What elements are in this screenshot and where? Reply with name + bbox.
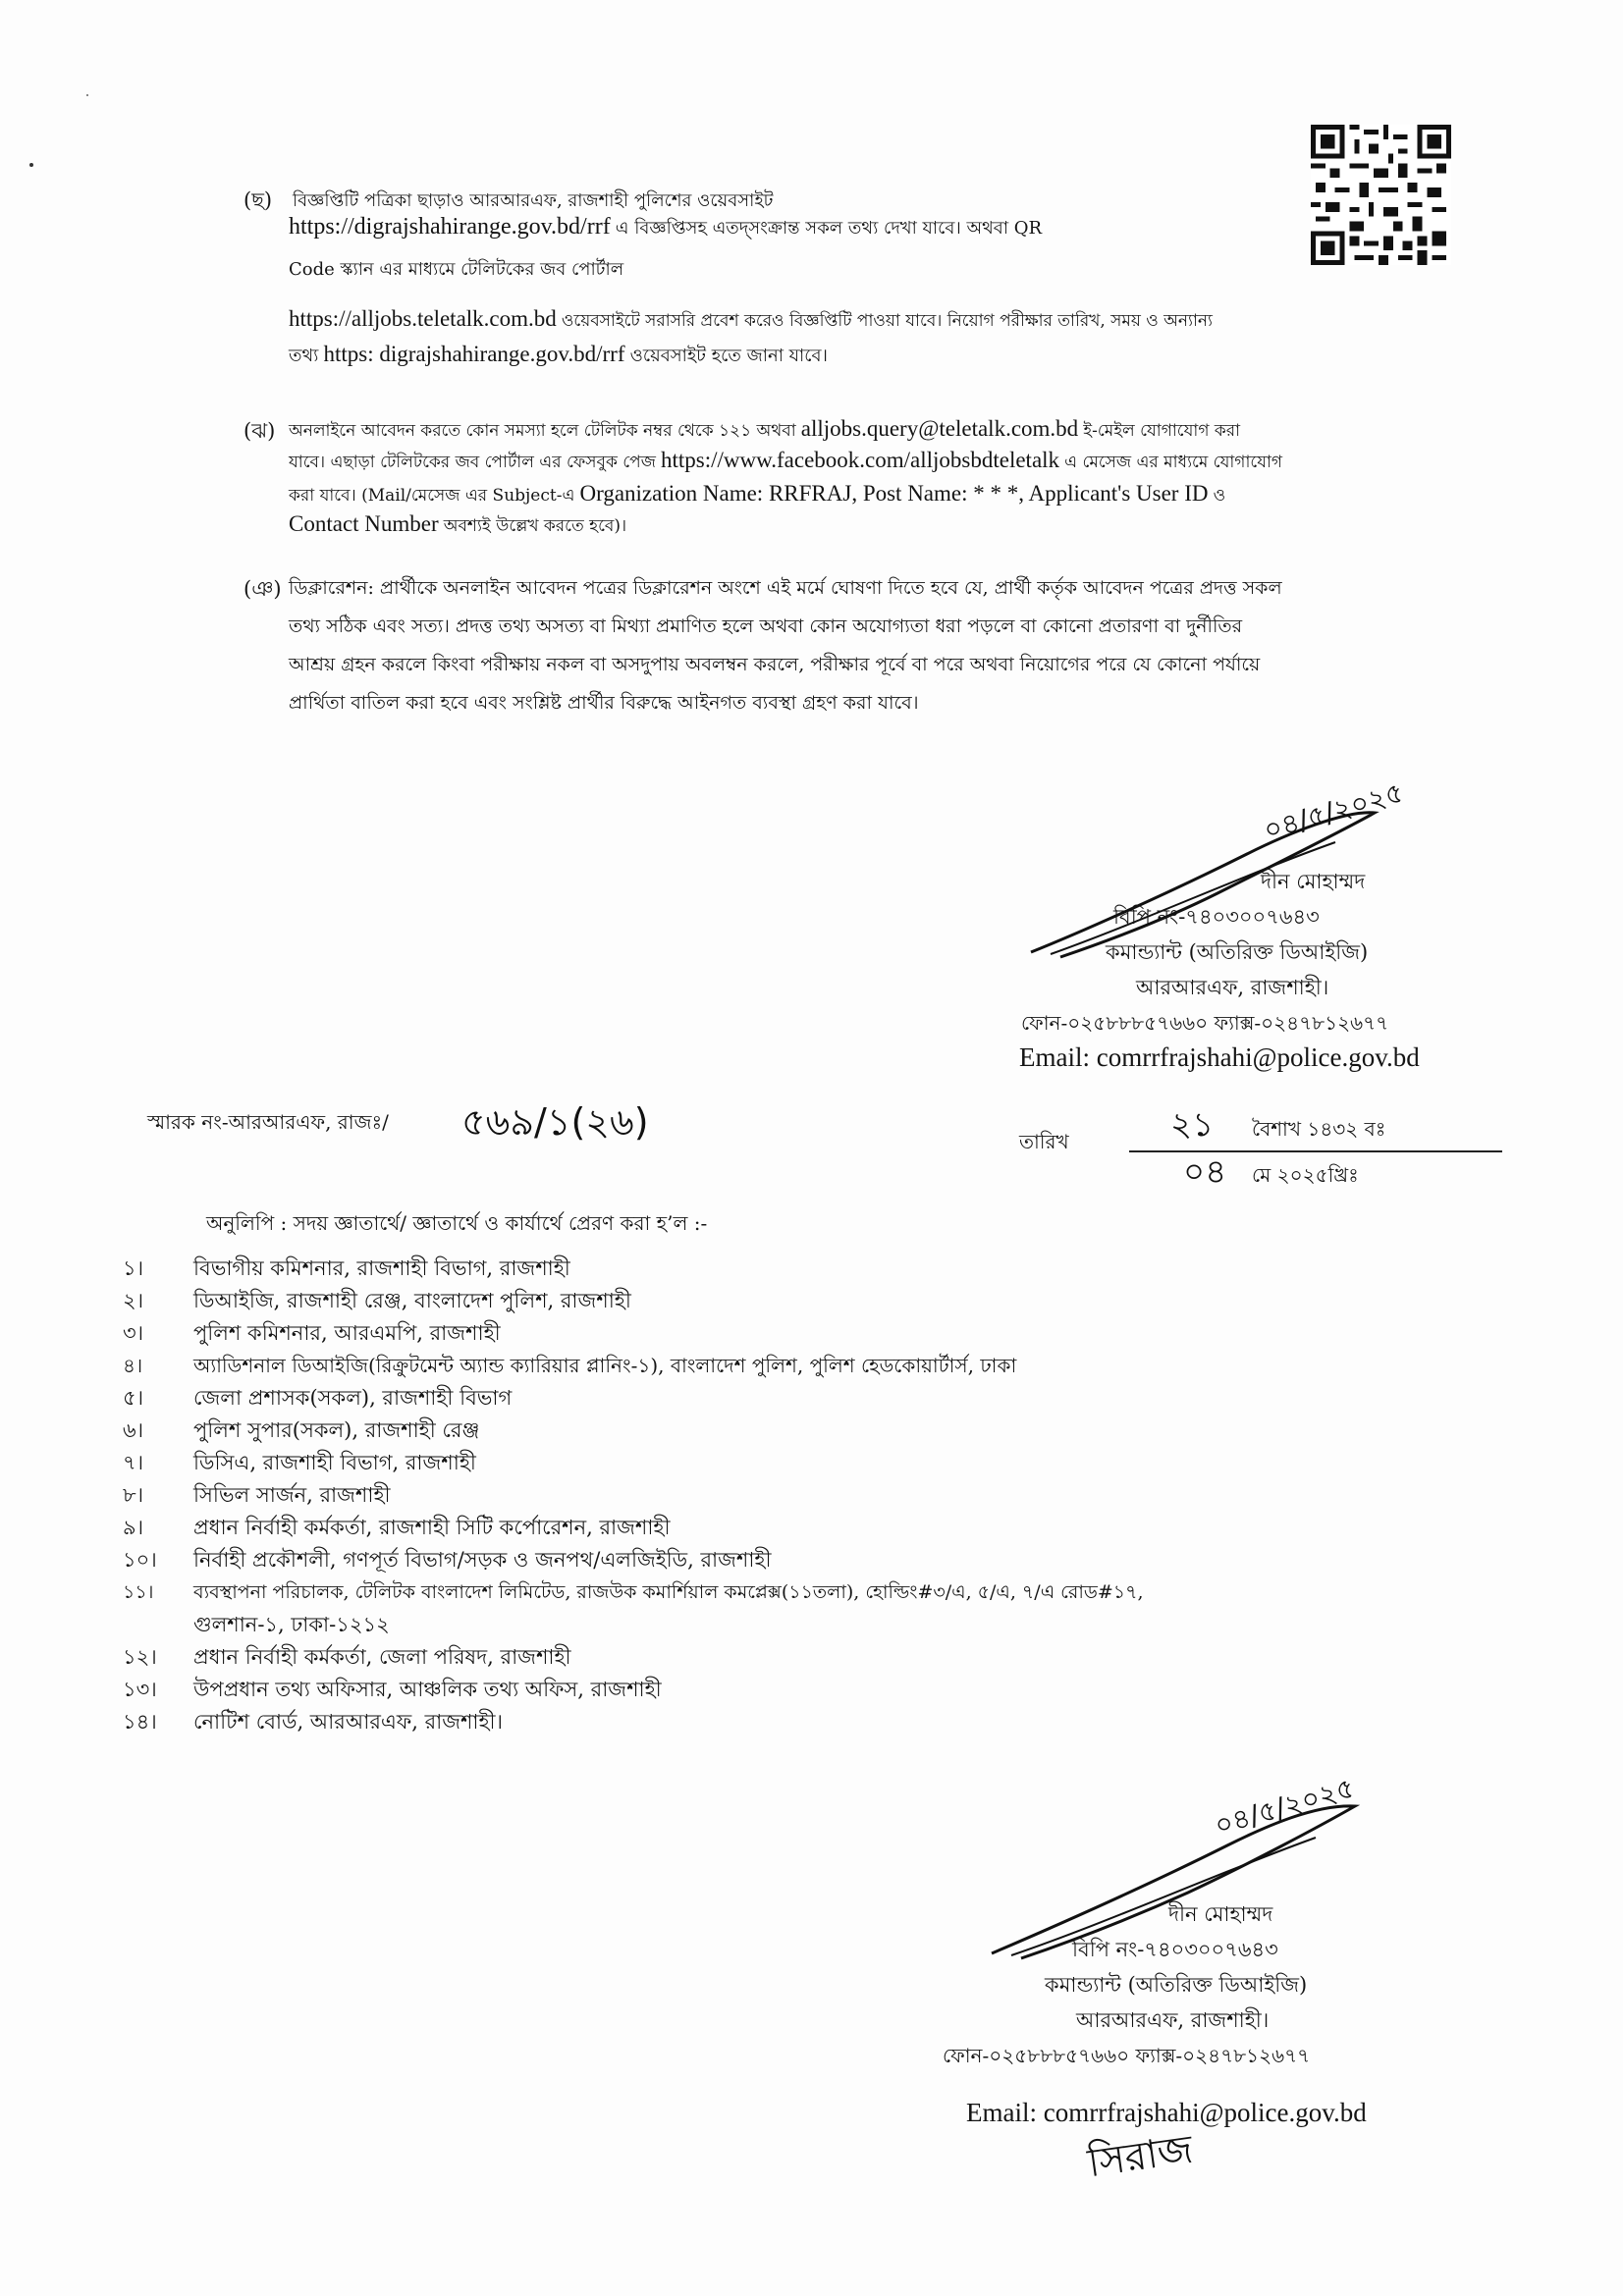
list-number: ৫। [123,1386,144,1410]
list-text: ডিআইজি, রাজশাহী রেঞ্জ, বাংলাদেশ পুলিশ, রাজশাহী [193,1289,631,1312]
list-item [123,1479,390,1511]
section-jha-line3-text: করা যাবে। (Mail/মেসেজ এর Subject-এ [289,486,575,506]
section-jha-line1 [289,416,1240,446]
list-text: জেলা প্রশাসক(সকল), রাজশাহী বিভাগ [193,1386,513,1410]
signature-block-1 [1021,864,1551,1041]
section-jha-line2-end: এ মেসেজ এর মাধ্যমে যোগাযোগ [1064,453,1283,472]
section-jha-line2 [289,448,1282,477]
list-item [123,1706,503,1737]
section-chha-line1: বিজ্ঞপ্তিটি পত্রিকা ছাড়াও আরআরএফ, রাজশাহী পুলিশের ওয়েবসাইট [293,190,774,211]
initials-handwritten: সিরাজ [1085,2126,1196,2187]
copy-heading: অনুলিপি : সদয় জ্ঞাতার্থে/ জ্ঞাতার্থে ও কার্যার্থে প্রেরণ করা হ’ল :- [206,1211,708,1235]
memo-label: স্মারক নং-আরআরএফ, রাজঃ/ [147,1110,389,1134]
list-number: ২। [123,1289,144,1312]
section-jha-line1-text: অনলাইনে আবেদন করতে কোন সমস্যা হলে টেলিটক নম্বর থেকে ১২১ অথবা [289,421,796,441]
list-text: ব্যবস্থাপনা পরিচালক, টেলিটক বাংলাদেশ লিমিটেড, রাজউক কমার্শিয়াল কমপ্লেক্স(১১তলা), হোল্ডিং#৩/এ, ৫/এ, ৭/এ রোড#১৭, [193,1581,1144,1603]
facebook-url: https://www.facebook.com/alljobsbdteletalk [661,448,1060,472]
signatory-name: দীন মোহাম্মদ [1261,870,1366,893]
list-number: ১৩। [123,1678,157,1701]
signatory-bp-number: বিপি নং-৭৪০৩০০৭৬৪৩ [1113,905,1320,929]
list-number: ৪। [123,1354,143,1377]
english-day-handwritten: ০৪ [1183,1152,1227,1192]
qr-code-icon [1311,125,1451,265]
section-jha-line2-text: যাবে। এছাড়া টেলিটকের জব পোর্টাল এর ফেসবুক পেজ [289,453,656,472]
list-number: ৯। [123,1516,144,1539]
section-jha-line4-text: অবশ্যই উল্লেখ করতে হবে)। [443,516,627,536]
list-text: সিভিল সার্জন, রাজশাহী [193,1483,391,1507]
signatory-designation: কমান্ড্যান্ট (অতিরিক্ত ডিআইজি) [1045,1973,1308,1997]
list-number: ১২। [123,1645,157,1669]
section-jha-line1-end: ই-মেইল যোগাযোগ করা [1083,421,1241,441]
list-number: ১৪। [123,1710,157,1734]
memo-number-handwritten: ৫৬৯/১(২৬) [461,1100,649,1144]
section-chha-line5-prefix: তথ্য [289,346,319,366]
list-text: নির্বাহী প্রকৌশলী, গণপূর্ত বিভাগ/সড়ক ও জনপথ/এলজিইডি, রাজশাহী [193,1548,772,1572]
list-item [123,1576,1143,1608]
declaration-line: ডিক্লারেশন: প্রার্থীকে অনলাইন আবেদন পত্রের ডিক্লারেশন অংশে এই মর্মে ঘোষণা দিতে হবে যে, প্রার্থী কর্তৃক আবেদন পত্রের প্রদত্ত সকল [289,577,1282,599]
bangla-day-handwritten: ২১ [1170,1105,1215,1145]
section-chha-line5-text: ওয়েবসাইট হতে জানা যাবে। [629,346,828,366]
list-item [123,1447,476,1478]
scan-speck [29,163,33,167]
website-url: https://digrajshahirange.gov.bd/rrf [289,214,611,240]
list-number: ১০। [123,1548,157,1572]
signatory-phone: ফোন-০২৫৮৮৮৫৭৬৬০ ফ্যাক্স-০২৪৭৮১২৬৭৭ [1021,1011,1389,1035]
signatory-bp-number: বিপি নং-৭৪০৩০০৭৬৪৩ [1072,1938,1278,1961]
declaration-line: প্রার্থিতা বাতিল করা হবে এবং সংশ্লিষ্ট প্রার্থীর বিরুদ্ধে আইনগত ব্যবস্থা গ্রহণ করা যাবে। [289,692,919,714]
section-jha-line3-end: ও [1213,486,1226,506]
date-label: তারিখ [1019,1130,1069,1153]
section-jha-line3 [289,481,1225,510]
section-marker-nya: (ঞ) [243,577,282,601]
section-jha-line3-org: Organization Name: RRFRAJ, Post Name: * * *, Applicant's User ID [579,481,1209,506]
list-text: পুলিশ কমিশনার, আরএমপি, রাজশাহী [193,1321,501,1345]
list-item [123,1253,570,1284]
list-item [123,1415,479,1446]
signatory-designation: কমান্ড্যান্ট (অতিরিক্ত ডিআইজি) [1106,940,1369,964]
signatory-email: Email: comrrfrajshahi@police.gov.bd [966,2098,1367,2127]
section-chha-line3: Code স্ক্যান এর মাধ্যমে টেলিটকের জব পোর্টাল [289,259,624,280]
declaration-line: তথ্য সঠিক এবং সত্য। প্রদত্ত তথ্য অসত্য বা মিথ্যা প্রমাণিত হলে অথবা কোন অযোগ্যতা ধরা পড়লে বা কোনো প্রতারণা বা দুর্নীতির [289,615,1243,637]
section-chha-line5 [289,342,828,372]
section-chha-line4-text: ওয়েবসাইটে সরাসরি প্রবেশ করেও বিজ্ঞপ্তিটি পাওয়া যাবে। নিয়োগ পরীক্ষার তারিখ, সময় ও অন্যান্য [561,311,1213,331]
list-text: অ্যাডিশনাল ডিআইজি(রিক্রুটমেন্ট অ্যান্ড ক্যারিয়ার প্লানিং-১), বাংলাদেশ পুলিশ, পুলিশ হেডকোয়ার্টার্স, ঢাকা [193,1354,1017,1377]
signature-date-handwritten: ০৪/৫/২০২৫ [1260,775,1408,847]
declaration-line: আশ্রয় গ্রহন করলে কিংবা পরীক্ষায় নকল বা অসদুপায় অবলম্বন করলে, পরীক্ষার পূর্বে বা পরে অথবা নিয়োগের পরে যে কোনো পর্যায়ে [289,654,1261,675]
section-marker-chha: (ছ) [243,188,273,212]
list-item [123,1382,512,1414]
list-text: গুলশান-১, ঢাকা-১২১২ [193,1613,390,1636]
english-date: মে ২০২৫খ্রিঃ [1252,1163,1359,1187]
signatory-phone: ফোন-০২৫৮৮৮৫৭৬৬০ ফ্যাক্স-০২৪৭৮১২৬৭৭ [943,2044,1311,2067]
section-chha-line2 [289,214,1042,244]
signatory-unit: আরআরএফ, রাজশাহী। [1136,976,1329,999]
list-item [123,1674,662,1705]
list-text: বিভাগীয় কমিশনার, রাজশাহী বিভাগ, রাজশাহী [193,1256,570,1280]
list-text: ডিসিএ, রাজশাহী বিভাগ, রাজশাহী [193,1451,476,1474]
list-item [123,1512,670,1543]
signatory-name: দীন মোহাম্মদ [1168,1902,1273,1926]
declaration-paragraph [289,569,1506,722]
list-text: পুলিশ সুপার(সকল), রাজশাহী রেঞ্জ [193,1418,480,1442]
list-item [123,1350,1016,1381]
scan-speck [86,94,88,96]
section-chha-line4 [289,306,1213,336]
section-chha-line2-text: এ বিজ্ঞপ্তিসহ এতদ্সংক্রান্ত সকল তথ্য দেখা যাবে। অথবা QR [615,218,1043,239]
signatory-email: Email: comrrfrajshahi@police.gov.bd [1019,1042,1420,1072]
signature-date-handwritten: ০৪/৫/২০২৫ [1211,1771,1359,1842]
section-marker-jha: (ঝ) [243,419,276,443]
signatory-unit: আরআরএফ, রাজশাহী। [1076,2008,1270,2032]
list-item [123,1317,501,1349]
list-item [123,1609,390,1640]
list-text: নোটিশ বোর্ড, আরআরএফ, রাজশাহী। [193,1710,504,1734]
list-number: ১। [123,1256,144,1280]
section-jha-line4-en: Contact Number [289,511,439,536]
list-item [123,1544,771,1575]
list-number: ৭। [123,1451,144,1474]
list-item [123,1285,631,1316]
list-number: ১১। [123,1581,154,1603]
list-number: ৮। [123,1483,144,1507]
list-text: প্রধান নির্বাহী কর্মকর্তা, জেলা পরিষদ, রাজশাহী [193,1645,571,1669]
signature-block-2 [943,1896,1492,2073]
list-text: উপপ্রধান তথ্য অফিসার, আঞ্চলিক তথ্য অফিস, রাজশাহী [193,1678,662,1701]
teletalk-url: https://alljobs.teletalk.com.bd [289,306,557,331]
list-text: প্রধান নির্বাহী কর্মকর্তা, রাজশাহী সিটি কর্পোরেশন, রাজশাহী [193,1516,671,1539]
query-email: alljobs.query@teletalk.com.bd [800,416,1079,441]
bangla-date: বৈশাখ ১৪৩২ বঃ [1252,1117,1386,1141]
list-number: ৬। [123,1418,144,1442]
list-item [123,1641,571,1673]
list-number: ৩। [123,1321,144,1345]
website-url-2: https: digrajshahirange.gov.bd/rrf [323,342,625,366]
section-jha-line4 [289,511,626,541]
